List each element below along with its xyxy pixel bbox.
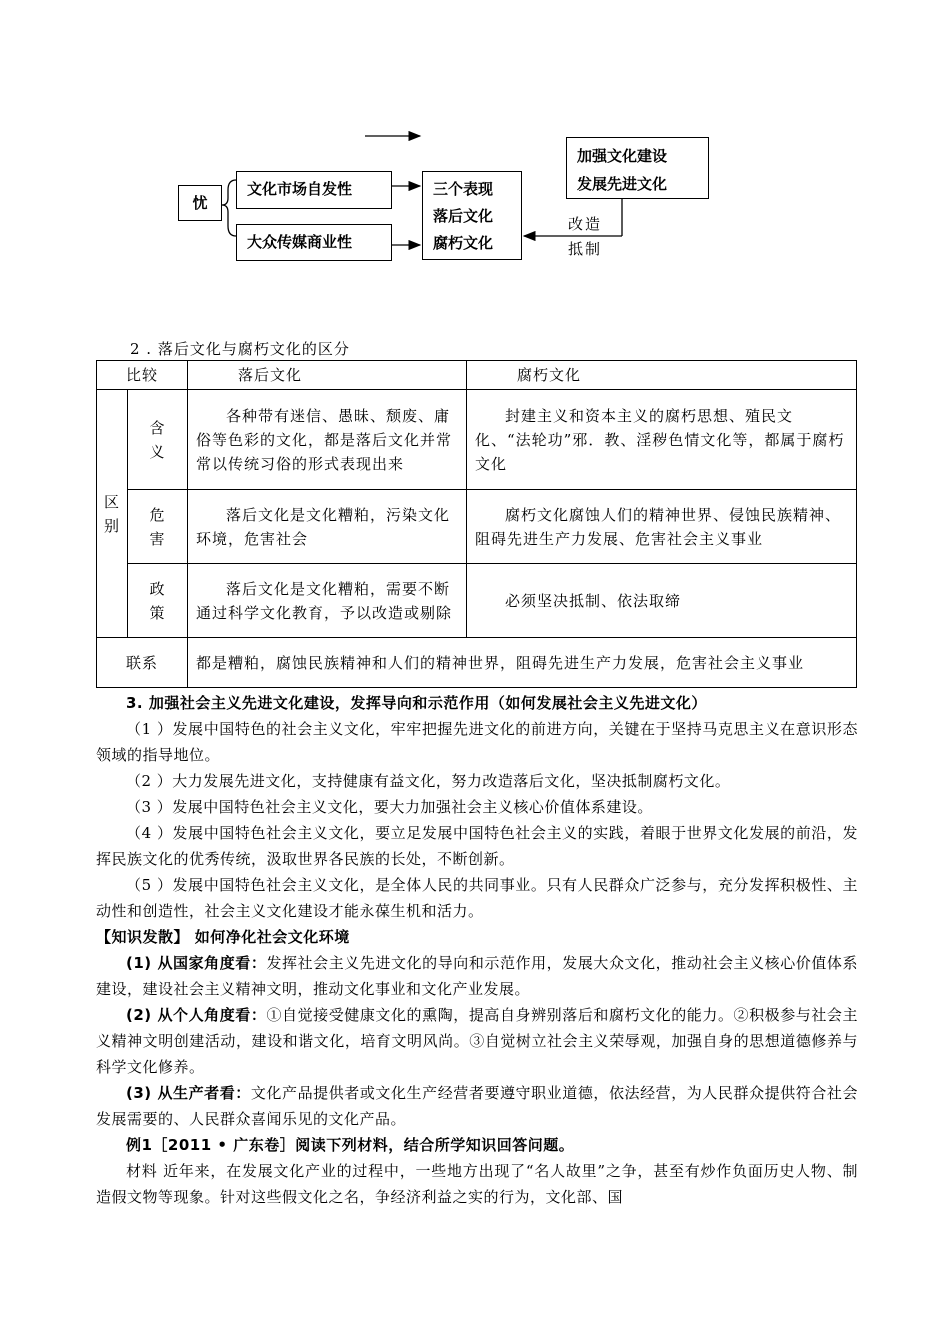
- section3-item-2: （2 ）大力发展先进文化，支持健康有益文化，努力改造落后文化，坚决抵制腐朽文化。: [126, 772, 731, 790]
- box-market: 文化市场自发性: [236, 171, 392, 209]
- row-label-policy: 政 策: [128, 564, 188, 638]
- section3: [96, 690, 858, 924]
- three-forms-line-1: 三个表现: [433, 180, 494, 198]
- brace: [222, 180, 236, 236]
- table-row: [97, 490, 857, 564]
- three-forms-line-3: 腐朽文化: [433, 234, 494, 252]
- box-media: 大众传媒商业性: [236, 224, 392, 261]
- cell-link: 都是糟粕，腐蚀民族精神和人们的精神世界，阻碍先进生产力发展，危害社会主义事业: [188, 638, 857, 688]
- knowledge-point-3-text: 文化产品提供者或文化生产经营者要遵守职业道德，依法经营，为人民群众提供符合社会发展需要的、人民群众喜闻乐见的文化产品。: [96, 1084, 858, 1128]
- section3-item-3: （3 ）发展中国特色社会主义文化，要大力加强社会主义核心价值体系建设。: [126, 798, 653, 816]
- row-label-link: 联系: [97, 638, 188, 688]
- knowledge-point-3-lead: (3) 从生产者看：: [126, 1084, 251, 1102]
- header-compare: 比较: [97, 361, 188, 390]
- knowledge-point-2-lead: (2) 从个人角度看：: [126, 1006, 267, 1024]
- row-label-harm: 危 害: [128, 490, 188, 564]
- knowledge-point-1-text: 发挥社会主义先进文化的导向和示范作用，发展大众文化，推动社会主义核心价值体系建设，建设社会主义精神文明，推动文化事业和文化产业发展。: [96, 954, 858, 998]
- knowledge-title: 【知识发散】 如何净化社会文化环境: [96, 928, 350, 946]
- knowledge-point-1: [96, 950, 858, 1002]
- comparison-table: [96, 360, 857, 688]
- section3-title: 3. 加强社会主义先进文化建设，发挥导向和示范作用（如何发展社会主义先进文化）: [126, 694, 707, 712]
- group-label-distinction: 区 别: [97, 390, 128, 638]
- label-dizhi: 抵制: [568, 240, 603, 258]
- three-forms-line-2: 落后文化: [433, 207, 494, 225]
- cell-backward-policy: 落后文化是文化糟粕，需要不断通过科学文化教育，予以改造或剔除: [188, 564, 467, 638]
- knowledge-point-2: [96, 1002, 858, 1080]
- build-line-2: 发展先进文化: [577, 175, 668, 193]
- knowledge-point-3: [96, 1080, 858, 1132]
- knowledge-section: [96, 924, 858, 1210]
- cell-decadent-harm: 腐朽文化腐蚀人们的精神世界、侵蚀民族精神、阻碍先进生产力发展、危害社会主义事业: [467, 490, 857, 564]
- box-you: 忧: [178, 185, 222, 221]
- label-gaizao: 改造: [568, 215, 603, 233]
- example-title: 例1［2011 • 广东卷］阅读下列材料，结合所学知识回答问题。: [126, 1136, 575, 1154]
- section3-item-4: （4 ）发展中国特色社会主义文化，要立足发展中国特色社会主义的实践，着眼于世界文化发展的前沿，发挥民族文化的优秀传统，汲取世界各民族的长处，不断创新。: [96, 824, 858, 868]
- example-material: 材料 近年来，在发展文化产业的过程中，一些地方出现了“名人故里”之争，甚至有炒作负面历史人物、制造假文物等现象。针对这些假文化之名，争经济利益之实的行为，文化部、国: [96, 1162, 858, 1206]
- build-line-1: 加强文化建设: [577, 147, 668, 165]
- section3-item-5: （5 ）发展中国特色社会主义文化，是全体人民的共同事业。只有人民群众广泛参与，充分发挥积极性、主动性和创造性，社会主义文化建设才能永葆生机和活力。: [96, 876, 858, 920]
- knowledge-point-1-lead: (1) 从国家角度看：: [126, 954, 267, 972]
- table-header-row: [97, 361, 857, 390]
- header-decadent: 腐朽文化: [467, 361, 857, 390]
- row-label-meaning: 含 义: [128, 390, 188, 490]
- table-row: [97, 564, 857, 638]
- table-row: [97, 390, 857, 490]
- knowledge-point-2-text: ①自觉接受健康文化的熏陶，提高自身辨别落后和腐朽文化的能力。②积极参与社会主义精神文明创建活动，建设和谐文化，培育文明风尚。③自觉树立社会主义荣辱观，加强自身的思想道德修养与科学文化修养。: [96, 1006, 858, 1076]
- diagram-connectors: [0, 0, 950, 330]
- header-backward: 落后文化: [188, 361, 467, 390]
- cell-decadent-meaning: 封建主义和资本主义的腐朽思想、殖民文化、“法轮功”邪．教、淫秽色情文化等，都属于腐朽文化: [467, 390, 857, 490]
- cell-backward-harm: 落后文化是文化糟粕，污染文化环境，危害社会: [188, 490, 467, 564]
- box-three-forms: [422, 171, 522, 260]
- cell-decadent-policy: 必须坚决抵制、依法取缔: [467, 564, 857, 638]
- section3-item-1: （1 ）发展中国特色的社会主义文化，牢牢把握先进文化的前进方向，关键在于坚持马克思主义在意识形态领域的指导地位。: [96, 720, 858, 764]
- table-row-link: [97, 638, 857, 688]
- cell-backward-meaning: 各种带有迷信、愚昧、颓废、庸俗等色彩的文化，都是落后文化并常常以传统习俗的形式表现出来: [188, 390, 467, 490]
- box-build: [566, 137, 709, 199]
- section2-caption: 2 . 落后文化与腐朽文化的区分: [130, 340, 350, 358]
